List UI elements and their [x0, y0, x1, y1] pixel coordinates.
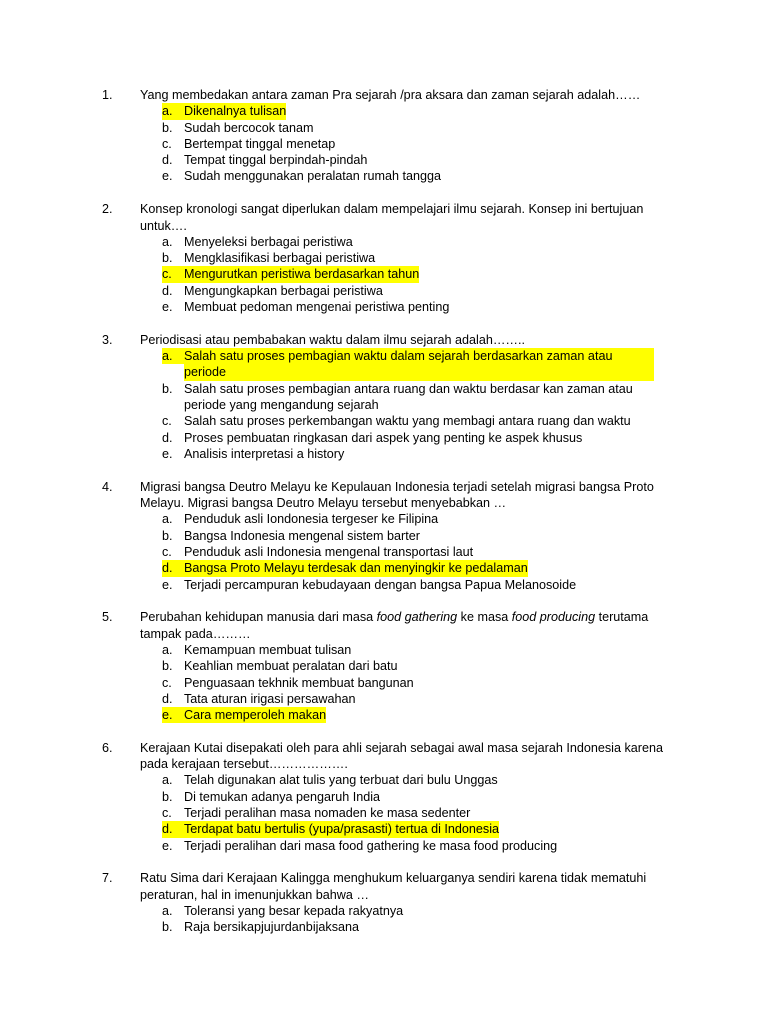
option-text: Menyeleksi berbagai peristiwa: [184, 234, 353, 249]
option-text: Telah digunakan alat tulis yang terbuat dari bulu Unggas: [184, 773, 498, 788]
question-number: 6.: [102, 740, 113, 755]
option-text: Salah satu proses perkembangan waktu yang membagi antara ruang dan waktu: [184, 414, 631, 429]
question-number: 1.: [102, 88, 113, 102]
option-text: Terjadi peralihan dari masa food gathering ke masa food producing: [184, 838, 558, 853]
option-list: [110, 903, 728, 936]
option-list: [110, 103, 728, 184]
option-label: b.: [162, 528, 173, 543]
option-label: e.: [162, 838, 173, 853]
option-d: [162, 821, 728, 837]
question-text-italic: food gathering: [376, 610, 458, 625]
option-a: [162, 348, 728, 381]
option-label: a.: [162, 512, 173, 527]
option-text: Terdapat batu bertulis (yupa/prasasti) tertua di Indonesia: [184, 822, 500, 837]
option-text: Toleransi yang besar kepada rakyatnya: [184, 904, 404, 919]
option-label: e.: [162, 446, 173, 461]
option-text: Mengurutkan peristiwa berdasarkan tahun: [184, 267, 420, 282]
option-label: e.: [162, 169, 173, 184]
option-label: e.: [162, 300, 173, 315]
question-6: [102, 740, 728, 854]
question-number: 4.: [102, 479, 113, 494]
option-text: Dikenalnya tulisan: [184, 104, 287, 119]
option-a: [162, 234, 728, 250]
option-text: Bertempat tinggal menetap: [184, 136, 336, 151]
option-list: [110, 234, 728, 315]
option-text: Penduduk asli Indonesia mengenal transportasi laut: [184, 544, 474, 559]
option-label: d.: [162, 153, 173, 168]
option-c: [162, 675, 728, 691]
option-text: Salah satu proses pembagian antara ruang dan waktu berdasar kan zaman atau periode yang mengandung sejarah: [184, 381, 633, 413]
option-b: [162, 789, 728, 805]
option-text: Kemampuan membuat tulisan: [184, 642, 352, 657]
option-d: [162, 152, 728, 168]
option-b: [162, 658, 728, 674]
question-5: [102, 609, 728, 723]
option-label: a.: [162, 348, 184, 364]
option-c: [162, 136, 728, 152]
option-e: [162, 299, 728, 315]
question-text: Yang membedakan antara zaman Pra sejarah /pra aksara dan zaman sejarah adalah……: [140, 88, 641, 102]
option-label: c.: [162, 414, 172, 429]
option-text: Mengungkapkan berbagai peristiwa: [184, 283, 383, 298]
question-number: 3.: [102, 332, 113, 347]
option-b: [162, 528, 728, 544]
option-text: Keahlian membuat peralatan dari batu: [184, 659, 398, 674]
question-number: 5.: [102, 610, 113, 625]
option-label: a.: [162, 904, 173, 919]
question-2: [102, 201, 728, 315]
option-label: c.: [162, 675, 172, 690]
question-text: Periodisasi atau pembabakan waktu dalam ilmu sejarah adalah……..: [140, 332, 526, 347]
option-b: [162, 250, 728, 266]
question-number: 7.: [102, 871, 113, 886]
option-label: e.: [162, 577, 173, 592]
option-a: [162, 903, 728, 919]
option-text: Sudah menggunakan peralatan rumah tangga: [184, 169, 441, 184]
option-a: [162, 772, 728, 788]
question-4: [102, 479, 728, 593]
question-text: Ratu Sima dari Kerajaan Kalingga menghukum keluarganya sendiri karena tidak mematuhi peraturan, hal in imenunjukkan bahwa …: [140, 871, 647, 902]
option-c: [162, 544, 728, 560]
question-text-part: ke masa: [457, 610, 512, 625]
option-label: a.: [162, 773, 173, 788]
option-list: [110, 511, 728, 592]
option-label: c.: [162, 544, 172, 559]
option-label: b.: [162, 659, 173, 674]
option-label: b.: [162, 251, 173, 266]
option-d: [162, 560, 728, 576]
option-label: d.: [162, 430, 173, 445]
option-label: b.: [162, 381, 173, 396]
option-a: [162, 511, 728, 527]
option-list: [110, 772, 728, 853]
option-text: Tempat tinggal berpindah-pindah: [184, 153, 368, 168]
option-c: [162, 266, 728, 282]
option-text: Di temukan adanya pengaruh India: [184, 789, 381, 804]
option-text: Tata aturan irigasi persawahan: [184, 691, 356, 706]
option-label: b.: [162, 120, 173, 135]
option-text: Analisis interpretasi a history: [184, 446, 345, 461]
option-e: [162, 446, 728, 462]
option-d: [162, 691, 728, 707]
option-label: e.: [162, 707, 184, 723]
question-text: Migrasi bangsa Deutro Melayu ke Kepulauan Indonesia terjadi setelah migrasi bangsa Proto Melayu. Migrasi bangsa Deutro Melayu tersebut menyebabkan …: [140, 479, 654, 511]
question-3: [102, 332, 728, 462]
question-7: [102, 870, 728, 935]
option-label: c.: [162, 136, 172, 151]
option-b: [162, 120, 728, 136]
question-text-part: terutama tampak pada………: [140, 610, 649, 641]
option-a: [162, 642, 728, 658]
option-a: [162, 103, 728, 119]
option-text: Bangsa Proto Melayu terdesak dan menyingkir ke pedalaman: [184, 561, 528, 576]
option-b: [162, 381, 728, 414]
option-d: [162, 430, 728, 446]
option-label: a.: [162, 642, 173, 657]
option-e: [162, 838, 728, 854]
question-text: [140, 609, 680, 642]
option-list: [110, 348, 728, 462]
option-label: d.: [162, 691, 173, 706]
question-text: Konsep kronologi sangat diperlukan dalam mempelajari ilmu sejarah. Konsep ini bertujuan untuk….: [140, 202, 644, 233]
option-label: b.: [162, 789, 173, 804]
option-text: Membuat pedoman mengenai peristiwa penting: [184, 300, 450, 315]
option-list: [110, 642, 728, 723]
option-text: Mengklasifikasi berbagai peristiwa: [184, 251, 376, 266]
option-b: [162, 919, 728, 935]
option-label: d.: [162, 283, 173, 298]
option-text: Proses pembuatan ringkasan dari aspek yang penting ke aspek khusus: [184, 430, 583, 445]
option-text: Cara memperoleh makan: [184, 708, 327, 723]
option-text: Penguasaan tekhnik membuat bangunan: [184, 675, 414, 690]
option-label: d.: [162, 821, 184, 837]
option-label: c.: [162, 806, 172, 821]
option-e: [162, 707, 728, 723]
option-label: a.: [162, 103, 184, 119]
option-c: [162, 805, 728, 821]
question-1: [102, 87, 728, 185]
option-e: [162, 168, 728, 184]
option-e: [162, 577, 728, 593]
question-number: 2.: [102, 202, 113, 217]
option-label: b.: [162, 920, 173, 935]
option-text: Terjadi peralihan masa nomaden ke masa sedenter: [184, 806, 471, 821]
option-text: Raja bersikapjujurdanbijaksana: [184, 920, 360, 935]
option-text: Salah satu proses pembagian waktu dalam sejarah berdasarkan zaman atau periode: [184, 348, 654, 381]
option-label: a.: [162, 234, 173, 249]
option-label: c.: [162, 266, 184, 282]
option-text: Sudah bercocok tanam: [184, 120, 314, 135]
question-text: Kerajaan Kutai disepakati oleh para ahli sejarah sebagai awal masa sejarah Indonesia karena pada kerajaan tersebut……………….: [140, 740, 663, 772]
option-c: [162, 413, 728, 429]
question-text-italic: food producing: [511, 610, 596, 625]
option-d: [162, 283, 728, 299]
option-text: Terjadi percampuran kebudayaan dengan bangsa Papua Melanosoide: [184, 577, 577, 592]
option-label: d.: [162, 560, 184, 576]
option-text: Bangsa Indonesia mengenal sistem barter: [184, 528, 420, 543]
option-text: Penduduk asli Iondonesia tergeser ke Filipina: [184, 512, 439, 527]
question-text-part: Perubahan kehidupan manusia dari masa: [140, 610, 377, 625]
